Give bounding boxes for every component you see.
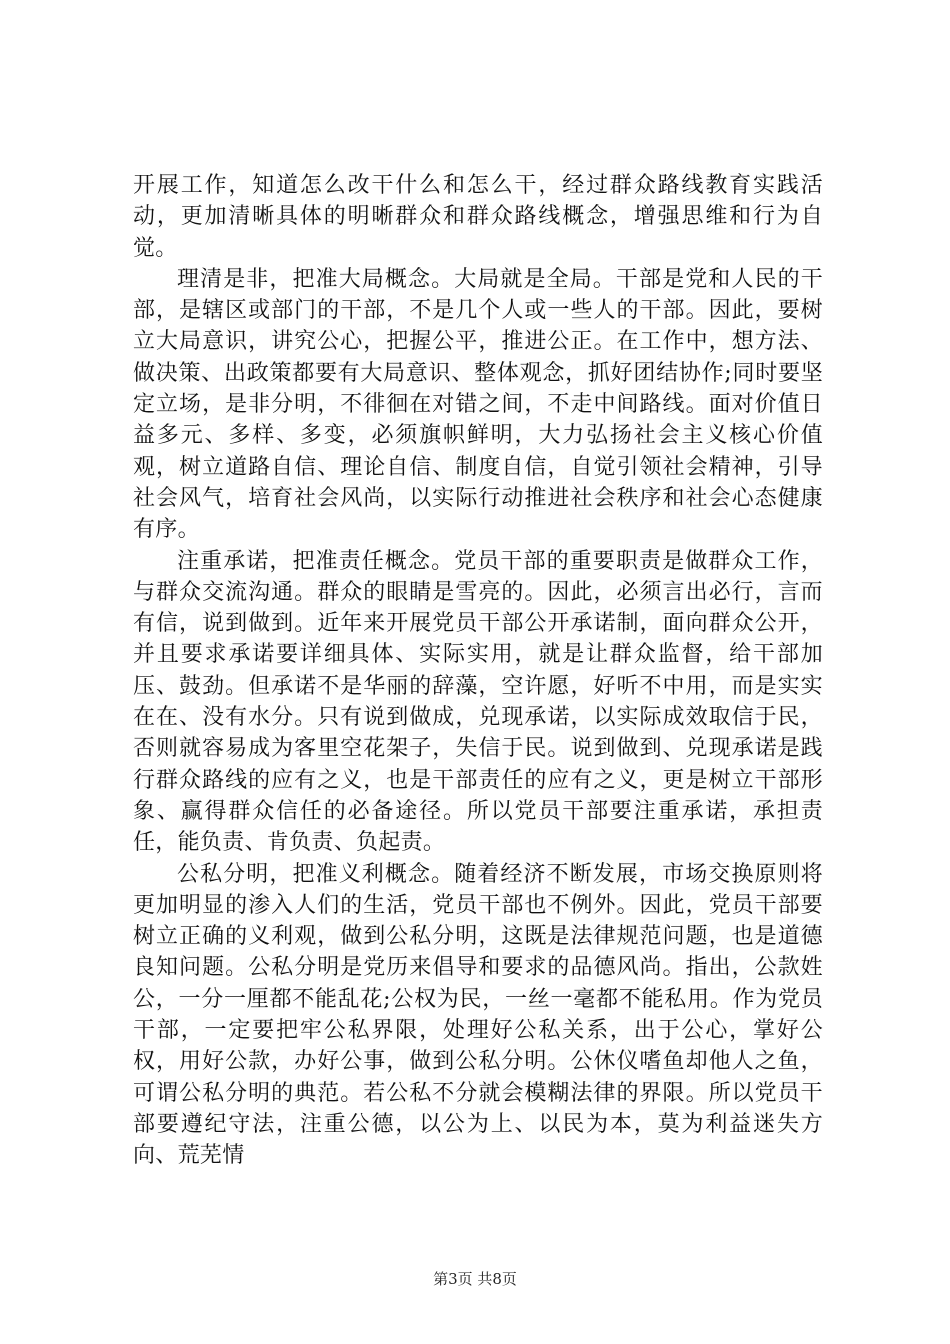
paragraph-commitment: 注重承诺，把准责任概念。党员干部的重要职责是做群众工作，与群众交流沟通。群众的眼睛是雪亮的。因此，必须言出必行，言而有信，说到做到。近年来开展党员干部公开承诺制，面向群众公开，并且要求承诺要详细具体、实际实用，就是让群众监督，给干部加压、鼓劲。但承诺不是华丽的辞藻，空许愿，好听不中用，而是实实在在、没有水分。只有说到做成，兑现承诺，以实际成效取信于民，否则就容易成为客里空花架子，失信于民。说到做到、兑现承诺是践行群众路线的应有之义，也是干部责任的应有之义，更是树立干部形象、赢得群众信任的必备途径。所以党员干部要注重承诺，承担责任，能负责、肯负责、负起责。 <box>133 548 823 856</box>
paragraph-continuation: 开展工作，知道怎么改干什么和怎么干，经过群众路线教育实践活动，更加清晰具体的明晰群众和群众路线概念，增强思维和行为自觉。 <box>133 173 823 261</box>
document-body <box>133 170 823 1172</box>
page-footer: 第3页 共8页 <box>433 1270 517 1288</box>
paragraph-overall-situation: 理清是非，把准大局概念。大局就是全局。干部是党和人民的干部，是辖区或部门的干部，不是几个人或一些人的干部。因此，要树立大局意识，讲究公心，把握公平，推进公正。在工作中，想方法、做决策、出政策都要有大局意识、整体观念，抓好团结协作;同时要坚定立场，是非分明，不徘徊在对错之间，不走中间路线。面对价值日益多元、多样、多变，必须旗帜鲜明，大力弘扬社会主义核心价值观，树立道路自信、理论自信、制度自信，自觉引领社会精神，引导社会风气，培育社会风尚，以实际行动推进社会秩序和社会心态健康有序。 <box>133 266 823 543</box>
paragraph-public-private: 公私分明，把准义利概念。随着经济不断发展，市场交换原则将更加明显的渗入人们的生活，党员干部也不例外。因此，党员干部要树立正确的义利观，做到公私分明，这既是法律规范问题，也是道德良知问题。公私分明是党历来倡导和要求的品德风尚。指出，公款姓公，一分一厘都不能乱花;公权为民，一丝一毫都不能私用。作为党员干部，一定要把牢公私界限，处理好公私关系，出于公心，掌好公权，用好公款，办好公事，做到公私分明。公休仪嗜鱼却他人之鱼，可谓公私分明的典范。若公私不分就会模糊法律的界限。所以党员干部要遵纪守法，注重公德，以公为上、以民为本，莫为利益迷失方向、荒芜情 <box>133 861 823 1169</box>
